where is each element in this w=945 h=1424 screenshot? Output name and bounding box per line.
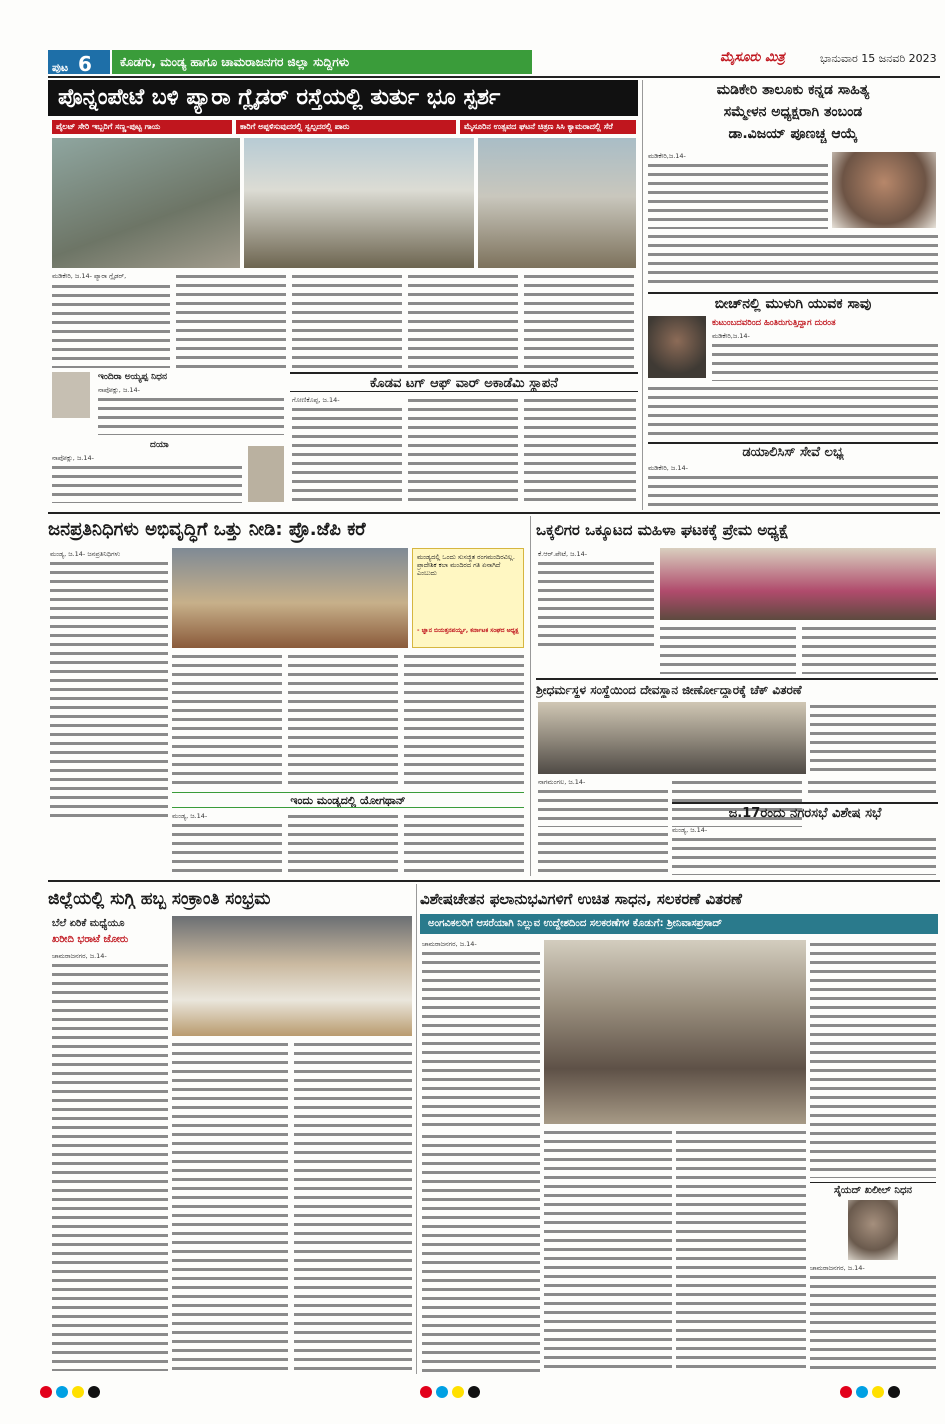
issue-date: ಭಾನುವಾರ 15 ಜನವರಿ 2023: [820, 52, 937, 65]
sahitya-headline-line-2: ಸಮ್ಮೇಳನ ಅಧ್ಯಕ್ಷರಾಗಿ ತಂಬಂಡ: [723, 104, 863, 120]
beach-dateline: ಮಡಿಕೇರಿ,ಜ.14-: [712, 332, 750, 340]
beach-body-top: [712, 341, 938, 381]
lead-body-col-5: [524, 272, 634, 368]
lead-body-col-1: [52, 282, 170, 368]
obituary-3-dateline: ಚಾಮರಾಜನಗರ, ಜ.14-: [810, 1264, 865, 1272]
registration-marks-right: [840, 1386, 920, 1400]
registration-dot: [840, 1386, 852, 1398]
yogathon-headline: ಇಂದು ಮಂಡ್ಯದಲ್ಲಿ ಯೋಗಥಾನ್: [172, 792, 524, 808]
registration-dot: [40, 1386, 52, 1398]
registration-dot: [436, 1386, 448, 1398]
yogathon-col-3: [404, 812, 524, 875]
quote-box: [412, 548, 524, 648]
sankranti-body-col-2: [172, 1040, 288, 1371]
beach-subhead: ಕುಟುಂಬದವರಿಂದ ಹಿಂತಿರುಗುತ್ತಿದ್ದಾಗ ದುರಂತ: [712, 318, 836, 328]
beach-victim-photo: [648, 316, 706, 378]
column-divider-mid: [530, 516, 531, 876]
jds-headline: ಜನಪ್ರತಿನಿಧಿಗಳು ಅಭಿವೃದ್ಧಿಗೆ ಒತ್ತು ನೀಡಿ: ಪ್ರೊ.ಜೆಪಿ ಕರೆ: [48, 519, 366, 540]
disabled-subhead: ಅಂಗವಿಕಲರಿಗೆ ಆಸರೆಯಾಗಿ ನಿಲ್ಲುವ ಉದ್ದೇಶದಿಂದ ಸಲಕರಣೆಗಳ ಕೊಡುಗೆ: ಶ್ರೀನಿವಾಸಪ್ರಸಾದ್: [420, 914, 938, 934]
sahitya-headline-line-3: ಡಾ.ವಿಜಯ್ ಪೂಣಚ್ಚ ಆಯ್ಕೆ: [728, 126, 858, 142]
page-number-box: [48, 50, 110, 74]
sabhe-dateline: ಮಂಡ್ಯ, ಜ.14-: [672, 826, 708, 834]
sabhe-headline: ಜ.17ರಂದು ನಗರಸಭೆ ವಿಶೇಷ ಸಭೆ: [672, 802, 938, 822]
registration-dot: [856, 1386, 868, 1398]
mahila-headline: ಒಕ್ಕಲಿಗರ ಒಕ್ಕೂಟದ ಮಹಿಳಾ ಘಟಕಕ್ಕೆ ಪ್ರೇಮ ಅಧ್ಯಕ್ಷೆ: [536, 521, 789, 539]
obituary-3-body: [810, 1273, 936, 1372]
lead-body-col-2: [176, 272, 286, 368]
lead-caption-1: ಪೈಲಟ್ ಸೇರಿ ಇಬ್ಬರಿಗೆ ಸಣ್ಣ-ಪುಟ್ಟ ಗಾಯ: [52, 120, 232, 134]
newspaper-brand: ಮೈಸೂರು ಮಿತ್ರ: [720, 50, 785, 65]
obituary-3-portrait: [848, 1200, 898, 1260]
sankranti-headline: ಜಿಲ್ಲೆಯಲ್ಲಿ ಸುಗ್ಗಿ ಹಬ್ಬ ಸಂಕ್ರಾಂತಿ ಸಂಭ್ರಮ: [48, 889, 271, 909]
sahitya-portrait: [832, 152, 936, 228]
obituary-1-body: [98, 395, 284, 435]
page-number: 6: [77, 52, 92, 76]
mahila-dateline: ಕೆ.ಆರ್.ಪೇಟೆ, ಜ.14-: [538, 550, 588, 558]
column-divider-bottom: [416, 884, 417, 1374]
registration-dot: [56, 1386, 68, 1398]
lead-photo-2: [244, 138, 474, 268]
tug-of-war-col-3: [524, 396, 636, 505]
registration-dot: [888, 1386, 900, 1398]
jds-body-col-4: [404, 652, 524, 788]
masthead-rule: [48, 76, 940, 78]
disabled-headline: ವಿಶೇಷಚೇತನ ಫಲಾನುಭವಿಗಳಿಗೆ ಉಚಿತ ಸಾಧನ, ಸಲಕರಣೆ ವಿತರಣೆ: [420, 890, 742, 908]
quote-author: - ಜ್ಞಾನ ಬಿಯತ್ತನಪರ್ಯ್ವ, ಕರ್ನಾಟಕ ಸಂಘದ ಅಧ್ಯಕ್ಷ: [417, 627, 519, 634]
sabhe-body: [672, 835, 936, 875]
registration-dot: [452, 1386, 464, 1398]
sankranti-body-col-1: [52, 961, 168, 1371]
disabled-body-col-1: [422, 949, 540, 1129]
obituary-2-body: [52, 463, 242, 503]
dharmasthala-body-col-1b: [538, 830, 668, 875]
beach-headline: ಬೀಚ್‌ನಲ್ಲಿ ಮುಳುಗಿ ಯುವಕ ಸಾವು: [648, 292, 938, 312]
lead-caption-2: ಕಾರಿಗೆ ಅಪ್ಪಳಿಸುವುದರಲ್ಲಿ ಸ್ವಲ್ಪದರಲ್ಲಿ ಪಾರು: [236, 120, 456, 134]
tug-of-war-col-2: [408, 396, 518, 505]
dharmasthala-photo: [538, 702, 806, 774]
lead-photo-1: [52, 138, 240, 268]
tug-of-war-dateline: ಗೋಣಿಕೊಪ್ಪ, ಜ.14-: [292, 396, 340, 404]
sankranti-subhead-1: ಬೆಲೆ ಏರಿಕೆ ಮಧ್ಯೆಯೂ: [52, 918, 125, 929]
mahila-body-col-2: [660, 624, 796, 674]
obituary-1-portrait: [52, 372, 90, 418]
dharmasthala-body-col-1: [538, 787, 668, 827]
registration-dot: [420, 1386, 432, 1398]
obituary-2-dateline: ನಾಪೋಕ್ಲು, ಜ.14-: [52, 454, 94, 462]
disabled-body-col-3: [676, 1128, 806, 1372]
quote-text: ಮಂಡ್ಯದಲ್ಲಿ ಒಂದು ಸುಸಜ್ಜಿತ ರಂಗಮಂದಿರವಿಲ್ಲ. ಪ್ರಾದೇಶಿಕ ಕಲಾ ಮಂದಿರದ ಗತಿ ಏನಾಗಿದೆ ಎಂಬುದು: [417, 553, 515, 577]
beach-body-bottom: [648, 384, 938, 438]
mahila-body-col-3: [802, 624, 936, 674]
section-rule-1: [48, 512, 940, 514]
lead-photo-3: [478, 138, 636, 268]
dialysis-dateline: ಮಡಿಕೇರಿ, ಜ.14-: [648, 464, 688, 472]
yogathon-dateline: ಮಂಡ್ಯ, ಜ.14-: [172, 812, 208, 820]
disabled-event-photo: [544, 940, 806, 1124]
dialysis-headline: ಡಯಾಲಿಸಿಸ್ ಸೇವೆ ಲಭ್ಯ: [648, 442, 938, 460]
lead-body-col-4: [408, 272, 518, 368]
page-label: ಪುಟ: [52, 61, 69, 74]
obituary-3-title: ಸೈಯದ್ ಖಲೀಲ್ ನಿಧನ: [810, 1182, 936, 1198]
jds-body-col-3: [288, 652, 398, 788]
sankranti-body-col-3: [294, 1040, 412, 1371]
dharmasthala-headline: ಶ್ರೀಧರ್ಮಸ್ಥಳ ಸಂಸ್ಥೆಯಿಂದ ದೇವಸ್ಥಾನ ಜೀರ್ಣೋದ್ಧಾರಕ್ಕೆ ಚೆಕ್ ವಿತರಣೆ: [536, 678, 938, 698]
registration-dot: [872, 1386, 884, 1398]
tug-of-war-col-1: [292, 405, 402, 505]
obituary-1-dateline: ನಾಪೋಕ್ಲು, ಜ.14-: [98, 386, 140, 394]
dharmasthala-body-col-right: [810, 702, 936, 774]
jds-body-col-1: [50, 559, 168, 823]
obituary-2-portrait: [248, 446, 284, 502]
dharmasthala-body-col-3: [808, 778, 936, 798]
mahila-group-photo: [660, 548, 936, 620]
lead-caption-3: ಮೈಸೂರಿನ ಉತ್ಸವದ ಘಟನೆ ಚಿತ್ರಣ ಸಿಸಿ ಕ್ಯಾಮರಾದಲ್ಲಿ ಸೆರೆ: [460, 120, 636, 134]
section-rule-2: [48, 880, 940, 882]
disabled-body-col-1b: [422, 1132, 540, 1372]
dialysis-body: [648, 473, 938, 507]
yogathon-col-1: [172, 821, 282, 875]
jds-event-photo: [172, 548, 408, 648]
sahitya-body-top: [648, 161, 828, 229]
section-title: ಕೊಡಗು, ಮಂಡ್ಯ ಹಾಗೂ ಚಾಮರಾಜನಗರ ಜಿಲ್ಲಾ ಸುದ್ದಿಗಳು: [112, 50, 532, 74]
lead-headline: ಪೊನ್ನಂಪೇಟೆ ಬಳಿ ಪ್ಯಾರಾ ಗ್ಲೈಡರ್ ರಸ್ತೆಯಲ್ಲಿ ತುರ್ತು ಭೂ ಸ್ಪರ್ಶ: [48, 80, 638, 116]
sahitya-headline-line-1: ಮಡಿಕೇರಿ ತಾಲೂಕು ಕನ್ನಡ ಸಾಹಿತ್ಯ: [716, 82, 870, 98]
dharmasthala-dateline: ನಾಗಮಂಗಲ, ಜ.14-: [538, 778, 586, 786]
sankranti-dateline: ಚಾಮರಾಜನಗರ, ಜ.14-: [52, 952, 107, 960]
mahila-body-col-1: [538, 559, 654, 651]
sahitya-dateline: ಮಡಿಕೇರಿ,ಜ.14-: [648, 152, 686, 160]
jds-body-col-2: [172, 652, 282, 788]
registration-marks-center: [420, 1386, 540, 1400]
sankranti-subhead-2: ಖರೀದಿ ಭರಾಟೆ ಜೋರು: [52, 934, 129, 945]
registration-dot: [72, 1386, 84, 1398]
lead-dateline: ಮಡಿಕೇರಿ, ಜ.14- ಪ್ಯಾರಾ ಗ್ಲೈಡರ್,: [52, 272, 127, 280]
disabled-body-col-2: [544, 1128, 672, 1372]
obituary-2-title: ದಯಾ: [150, 440, 169, 450]
yogathon-col-2: [288, 812, 398, 875]
jds-dateline: ಮಂಡ್ಯ, ಜ.14- ಜನಪ್ರತಿನಿಧಿಗಳು: [50, 550, 121, 558]
registration-dot: [88, 1386, 100, 1398]
sankranti-market-photo: [172, 916, 412, 1036]
obituary-1-title: ಇಂದಿರಾ ಅಯ್ಯಪ್ಪ ನಿಧನ: [98, 372, 167, 382]
lead-body-col-3: [292, 272, 402, 368]
tug-of-war-headline: ಕೊಡವ ಟಗ್ ಆಫ್ ವಾರ್ ಅಕಾಡೆಮಿ ಸ್ಥಾಪನೆ: [290, 372, 638, 392]
registration-marks-left: [40, 1386, 160, 1400]
column-divider-right: [642, 80, 643, 510]
registration-dot: [468, 1386, 480, 1398]
sahitya-body-bottom: [648, 232, 938, 286]
disabled-dateline: ಚಾಮರಾಜನಗರ, ಜ.14-: [422, 940, 477, 948]
disabled-body-col-4: [810, 940, 936, 1178]
